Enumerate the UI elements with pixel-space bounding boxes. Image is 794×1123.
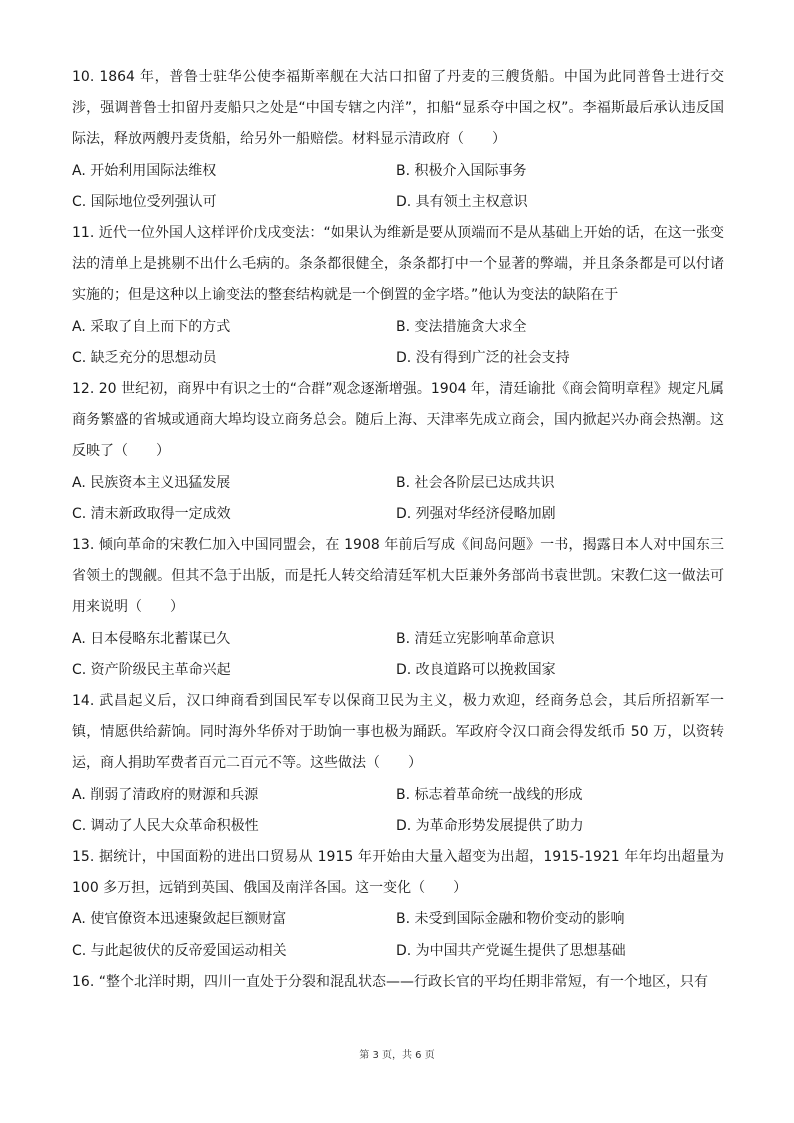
- question-stem: 16. “整个北洋时期，四川一直处于分裂和混乱状态——行政长官的平均任期非常短，有一个地区，只有: [72, 973, 708, 990]
- options-grid: [72, 904, 724, 966]
- options-grid: [72, 312, 724, 374]
- question-stem: 15. 据统计，中国面粉的进出口贸易从 1915 年开始由大量入超变为出超，1915-1921 年年均出超量为 100 多万担，远销到英国、俄国及南洋各国。这一变化（ ）: [72, 849, 724, 897]
- question-15: [72, 842, 724, 967]
- option-d: D. 具有领土主权意识: [396, 193, 528, 210]
- option-d: D. 改良道路可以挽救国家: [396, 661, 556, 678]
- question-stem: 10. 1864 年，普鲁士驻华公使李福斯率舰在大沽口扣留了丹麦的三艘货船。中国为此同普鲁士进行交涉，强调普鲁士扣留丹麦船只之处是“中国专辖之内洋”，扣船“显系夺中国之权”。李福斯最后承认违反国际法，释放两艘丹麦货船，给另外一船赔偿。材料显示清政府（ ）: [72, 69, 724, 148]
- options-grid: [72, 156, 724, 218]
- option-d: D. 没有得到广泛的社会支持: [396, 349, 570, 366]
- option-c: C. 与此起彼伏的反帝爱国运动相关: [72, 942, 287, 959]
- question-14: [72, 686, 724, 842]
- option-a: A. 民族资本主义迅猛发展: [72, 474, 231, 491]
- question-10: [72, 62, 724, 218]
- option-a: A. 削弱了清政府的财源和兵源: [72, 786, 259, 803]
- option-b: B. 未受到国际金融和物价变动的影响: [396, 911, 625, 928]
- option-b: B. 清廷立宪影响革命意识: [396, 630, 555, 647]
- options-grid: [72, 624, 724, 686]
- option-d: D. 列强对华经济侵略加剧: [396, 505, 556, 522]
- options-grid: [72, 468, 724, 530]
- option-c: C. 调动了人民大众革命积极性: [72, 817, 259, 834]
- option-b: B. 标志着革命统一战线的形成: [396, 786, 583, 803]
- option-a: A. 日本侵略东北蓄谋已久: [72, 630, 231, 647]
- option-b: B. 社会各阶层已达成共识: [396, 474, 555, 491]
- option-a: A. 采取了自上而下的方式: [72, 318, 231, 335]
- option-d: D. 为革命形势发展提供了助力: [396, 817, 584, 834]
- question-stem: 13. 倾向革命的宋教仁加入中国同盟会，在 1908 年前后写成《间岛问题》一书，揭露日本人对中国东三省领土的觊觎。但其不急于出版，而是托人转交给清廷军机大臣兼外务部尚书袁世凯。宋教仁这一做法可用来说明（ ）: [72, 537, 724, 616]
- option-a: A. 开始利用国际法维权: [72, 162, 217, 179]
- options-grid: [72, 780, 724, 842]
- question-stem: 11. 近代一位外国人这样评价戊戌变法：“如果认为维新是要从顶端而不是从基础上开始的话，在这一张变法的清单上是挑剔不出什么毛病的。条条都很健全，条条都打中一个显著的弊端，并且条条都是可以付诸实施的；但是这种以上谕变法的整套结构就是一个倒置的金字塔。”他认为变法的缺陷在于: [72, 225, 724, 304]
- question-12: [72, 374, 724, 530]
- option-c: C. 资产阶级民主革命兴起: [72, 661, 231, 678]
- option-b: B. 积极介入国际事务: [396, 162, 527, 179]
- question-stem: 14. 武昌起义后，汉口绅商看到国民军专以保商卫民为主义，极力欢迎，经商务总会，其后所招新军一镇，情愿供给薪饷。同时海外华侨对于助饷一事也极为踊跃。军政府令汉口商会得发纸币 50 万，以资转运，商人捐助军费者百元二百元不等。这些做法（ ）: [72, 693, 724, 772]
- question-11: [72, 218, 724, 374]
- question-16: [72, 967, 724, 998]
- option-d: D. 为中国共产党诞生提供了思想基础: [396, 942, 626, 959]
- option-c: C. 清末新政取得一定成效: [72, 505, 231, 522]
- question-13: [72, 530, 724, 686]
- exam-page: [72, 62, 724, 998]
- option-b: B. 变法措施贪大求全: [396, 318, 527, 335]
- option-c: C. 国际地位受列强认可: [72, 193, 217, 210]
- question-stem: 12. 20 世纪初，商界中有识之士的“合群”观念逐渐增强。1904 年，清廷谕批《商会简明章程》规定凡属商务繁盛的省城或通商大埠均设立商务总会。随后上海、天津率先成立商会，国内掀起兴办商会热潮。这反映了（ ）: [72, 381, 724, 460]
- option-a: A. 使官僚资本迅速聚敛起巨额财富: [72, 911, 287, 928]
- option-c: C. 缺乏充分的思想动员: [72, 349, 217, 366]
- page-footer: 第 3 页，共 6 页: [359, 1050, 435, 1061]
